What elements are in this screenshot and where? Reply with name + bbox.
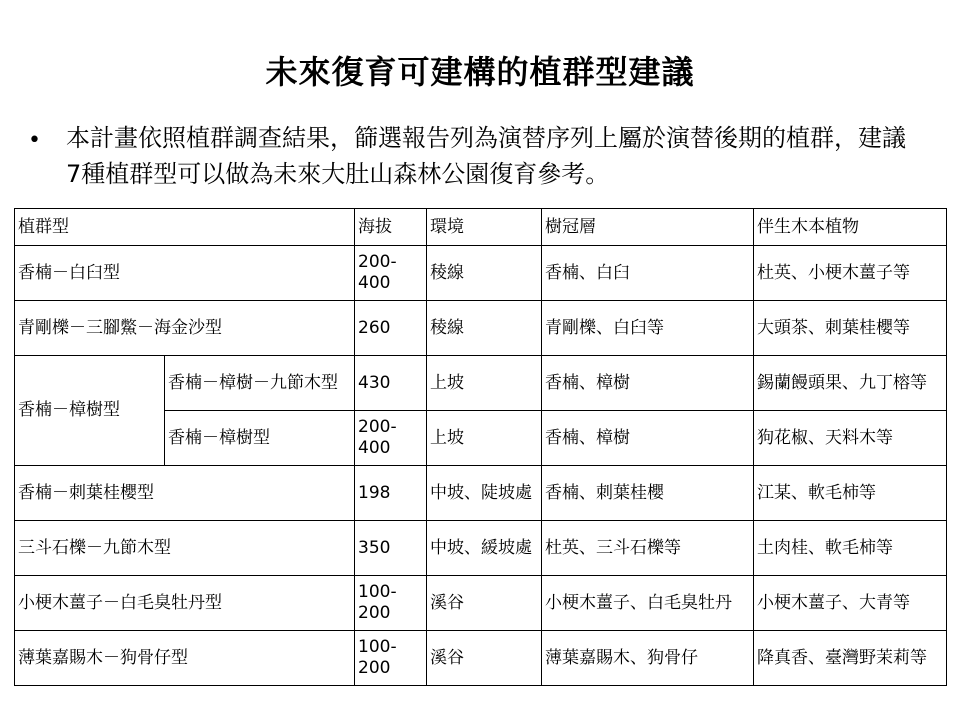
bullet-item — [28, 120, 908, 192]
cell-canopy: 香楠、樟樹 — [542, 411, 754, 466]
table-row — [15, 301, 947, 356]
cell-environment: 上坡 — [427, 356, 542, 411]
cell-environment: 中坡、緩坡處 — [427, 521, 542, 576]
header-vegetation-type: 植群型 — [15, 209, 355, 246]
table-row — [15, 631, 947, 686]
cell-subtype: 香楠－樟樹型 — [165, 411, 355, 466]
cell-associated: 江某、軟毛柿等 — [754, 466, 947, 521]
cell-environment: 上坡 — [427, 411, 542, 466]
header-associated-woody: 伴生木本植物 — [754, 209, 947, 246]
bullet-dot-icon: • — [28, 128, 41, 153]
table-row — [15, 466, 947, 521]
header-environment: 環境 — [427, 209, 542, 246]
cell-environment: 溪谷 — [427, 631, 542, 686]
cell-canopy: 香楠、樟樹 — [542, 356, 754, 411]
cell-type: 香楠－白臼型 — [15, 246, 355, 301]
cell-elevation: 100-200 — [355, 631, 427, 686]
cell-environment: 溪谷 — [427, 576, 542, 631]
cell-associated: 狗花椒、天料木等 — [754, 411, 947, 466]
table-row — [15, 246, 947, 301]
cell-canopy: 薄葉嘉賜木、狗骨仔 — [542, 631, 754, 686]
cell-type: 薄葉嘉賜木－狗骨仔型 — [15, 631, 355, 686]
cell-canopy: 杜英、三斗石櫟等 — [542, 521, 754, 576]
cell-elevation: 350 — [355, 521, 427, 576]
cell-elevation: 198 — [355, 466, 427, 521]
cell-canopy: 青剛櫟、白臼等 — [542, 301, 754, 356]
cell-group-type: 香楠－樟樹型 — [15, 356, 165, 466]
cell-type: 三斗石櫟－九節木型 — [15, 521, 355, 576]
cell-associated: 杜英、小梗木薑子等 — [754, 246, 947, 301]
cell-type: 青剛櫟－三腳鱉－海金沙型 — [15, 301, 355, 356]
cell-canopy: 小梗木薑子、白毛臭牡丹 — [542, 576, 754, 631]
cell-environment: 稜線 — [427, 301, 542, 356]
cell-elevation: 200-400 — [355, 246, 427, 301]
cell-canopy: 香楠、刺葉桂櫻 — [542, 466, 754, 521]
cell-elevation: 200-400 — [355, 411, 427, 466]
cell-associated: 大頭茶、刺葉桂櫻等 — [754, 301, 947, 356]
cell-elevation: 260 — [355, 301, 427, 356]
header-canopy: 樹冠層 — [542, 209, 754, 246]
vegetation-table — [14, 208, 947, 686]
cell-subtype: 香楠－樟樹－九節木型 — [165, 356, 355, 411]
cell-elevation: 100-200 — [355, 576, 427, 631]
cell-associated: 小梗木薑子、大青等 — [754, 576, 947, 631]
cell-associated: 降真香、臺灣野茉莉等 — [754, 631, 947, 686]
table-row — [15, 521, 947, 576]
cell-environment: 稜線 — [427, 246, 542, 301]
table-row — [15, 576, 947, 631]
cell-elevation: 430 — [355, 356, 427, 411]
bullet-text: 本計畫依照植群調查結果，篩選報告列為演替序列上屬於演替後期的植群，建議7種植群型可以做為未來大肚山森林公園復育參考。 — [66, 124, 906, 188]
table-header-row — [15, 209, 947, 246]
cell-type: 小梗木薑子－白毛臭牡丹型 — [15, 576, 355, 631]
cell-associated: 土肉桂、軟毛柿等 — [754, 521, 947, 576]
cell-canopy: 香楠、白臼 — [542, 246, 754, 301]
table-row — [15, 356, 947, 411]
cell-type: 香楠－刺葉桂櫻型 — [15, 466, 355, 521]
slide-title: 未來復育可建構的植群型建議 — [265, 53, 695, 91]
header-elevation: 海拔 — [355, 209, 427, 246]
cell-associated: 錫蘭饅頭果、九丁榕等 — [754, 356, 947, 411]
cell-environment: 中坡、陡坡處 — [427, 466, 542, 521]
